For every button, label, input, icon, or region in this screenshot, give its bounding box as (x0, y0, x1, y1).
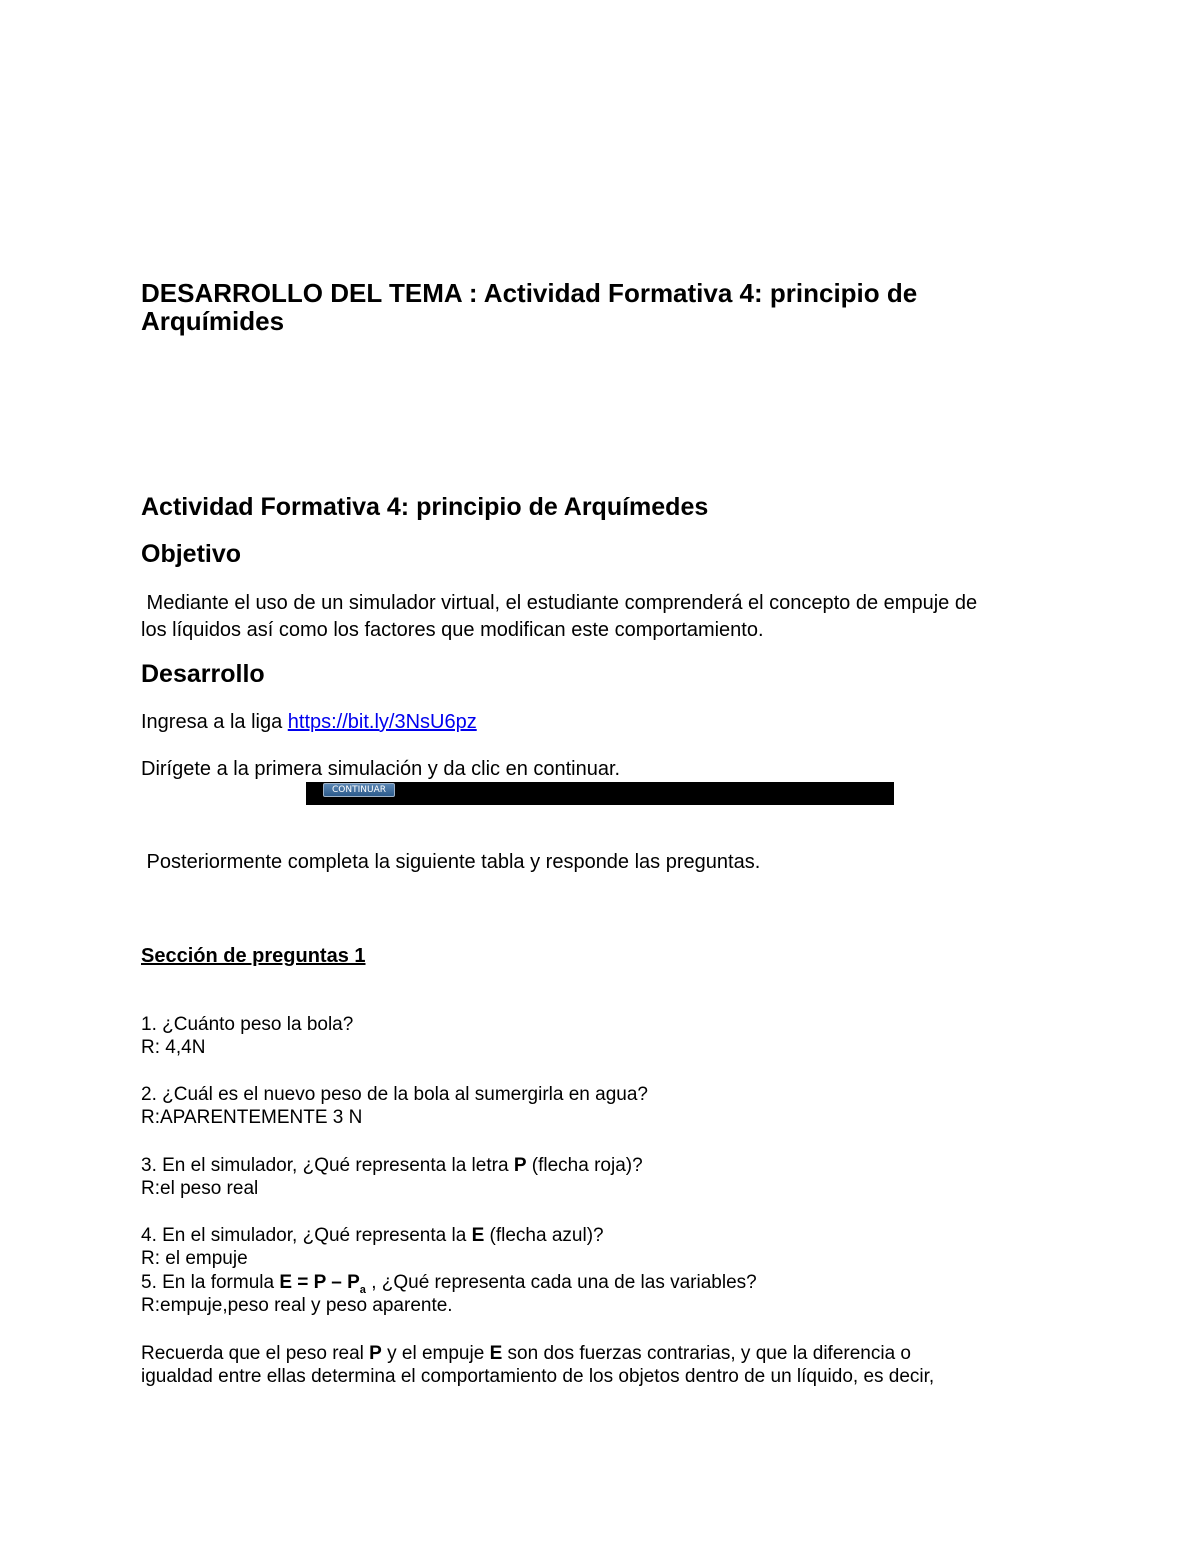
continuar-button[interactable]: CONTINUAR (323, 783, 395, 797)
question-3-variable: P (513, 1155, 527, 1176)
question-4-text: 4. En el simulador, ¿Qué representa la (141, 1225, 472, 1246)
formula-text: E = P – P (279, 1272, 360, 1293)
ingresa-paragraph (141, 709, 477, 736)
question-4-text-end: (flecha azul)? (484, 1225, 604, 1246)
question-4-variable: E (471, 1225, 485, 1246)
posteriormente-text: Posteriormente completa la siguiente tabla y responde las preguntas. (141, 851, 761, 873)
activity-title: Actividad Formativa 4: principio de Arquímedes (141, 493, 709, 521)
objective-heading: Objetivo (141, 540, 242, 568)
question-3-text: 3. En el simulador, ¿Qué representa la letra (141, 1155, 514, 1176)
closing-var-e: E (489, 1343, 503, 1364)
simulator-link[interactable]: https://bit.ly/3NsU6pz (287, 711, 477, 733)
question-3-text-end: (flecha roja)? (526, 1155, 643, 1176)
section-title: Sección de preguntas 1 (141, 945, 366, 967)
question-1: 1. ¿Cuánto peso la bola? (141, 1014, 354, 1035)
question-5-formula (279, 1272, 366, 1296)
dirigete-text: Dirígete a la primera simulación y da clic en continuar. (141, 758, 621, 780)
simulator-screenshot-bar (306, 782, 894, 805)
question-4 (141, 1224, 604, 1247)
answer-1: R: 4,4N (141, 1037, 206, 1058)
closing-line-1 (141, 1342, 911, 1365)
question-5-text-end: , ¿Qué representa cada una de las variables? (365, 1272, 757, 1293)
ingresa-text: Ingresa a la liga (141, 711, 288, 733)
answer-5: R:empuje,peso real y peso aparente. (141, 1295, 453, 1316)
closing-var-p: P (369, 1343, 382, 1364)
main-title: DESARROLLO DEL TEMA : Actividad Formativa 4: principio de Arquímides (141, 278, 918, 336)
question-2: 2. ¿Cuál es el nuevo peso de la bola al sumergirla en agua? (141, 1084, 648, 1105)
answer-4: R: el empuje (141, 1248, 248, 1269)
formula-subscript: a (359, 1283, 366, 1296)
question-5-text: 5. En la formula (141, 1272, 280, 1293)
answer-2: R:APARENTEMENTE 3 N (141, 1107, 363, 1128)
question-3 (141, 1154, 643, 1177)
closing-text-c: y el empuje (381, 1343, 490, 1364)
objective-text-line-2: los líquidos así como los factores que modifican este comportamiento. (141, 619, 764, 641)
closing-line-2: igualdad entre ellas determina el comportamiento de los objetos dentro de un líquido, es decir, (141, 1366, 935, 1387)
answer-3: R:el peso real (141, 1178, 259, 1199)
closing-text-a: Recuerda que el peso real (141, 1343, 370, 1364)
development-heading: Desarrollo (141, 660, 265, 688)
closing-text-e: son dos fuerzas contrarias, y que la diferencia o (502, 1343, 911, 1364)
objective-text-line-1: Mediante el uso de un simulador virtual, el estudiante comprenderá el concepto de empuje de (141, 592, 978, 614)
